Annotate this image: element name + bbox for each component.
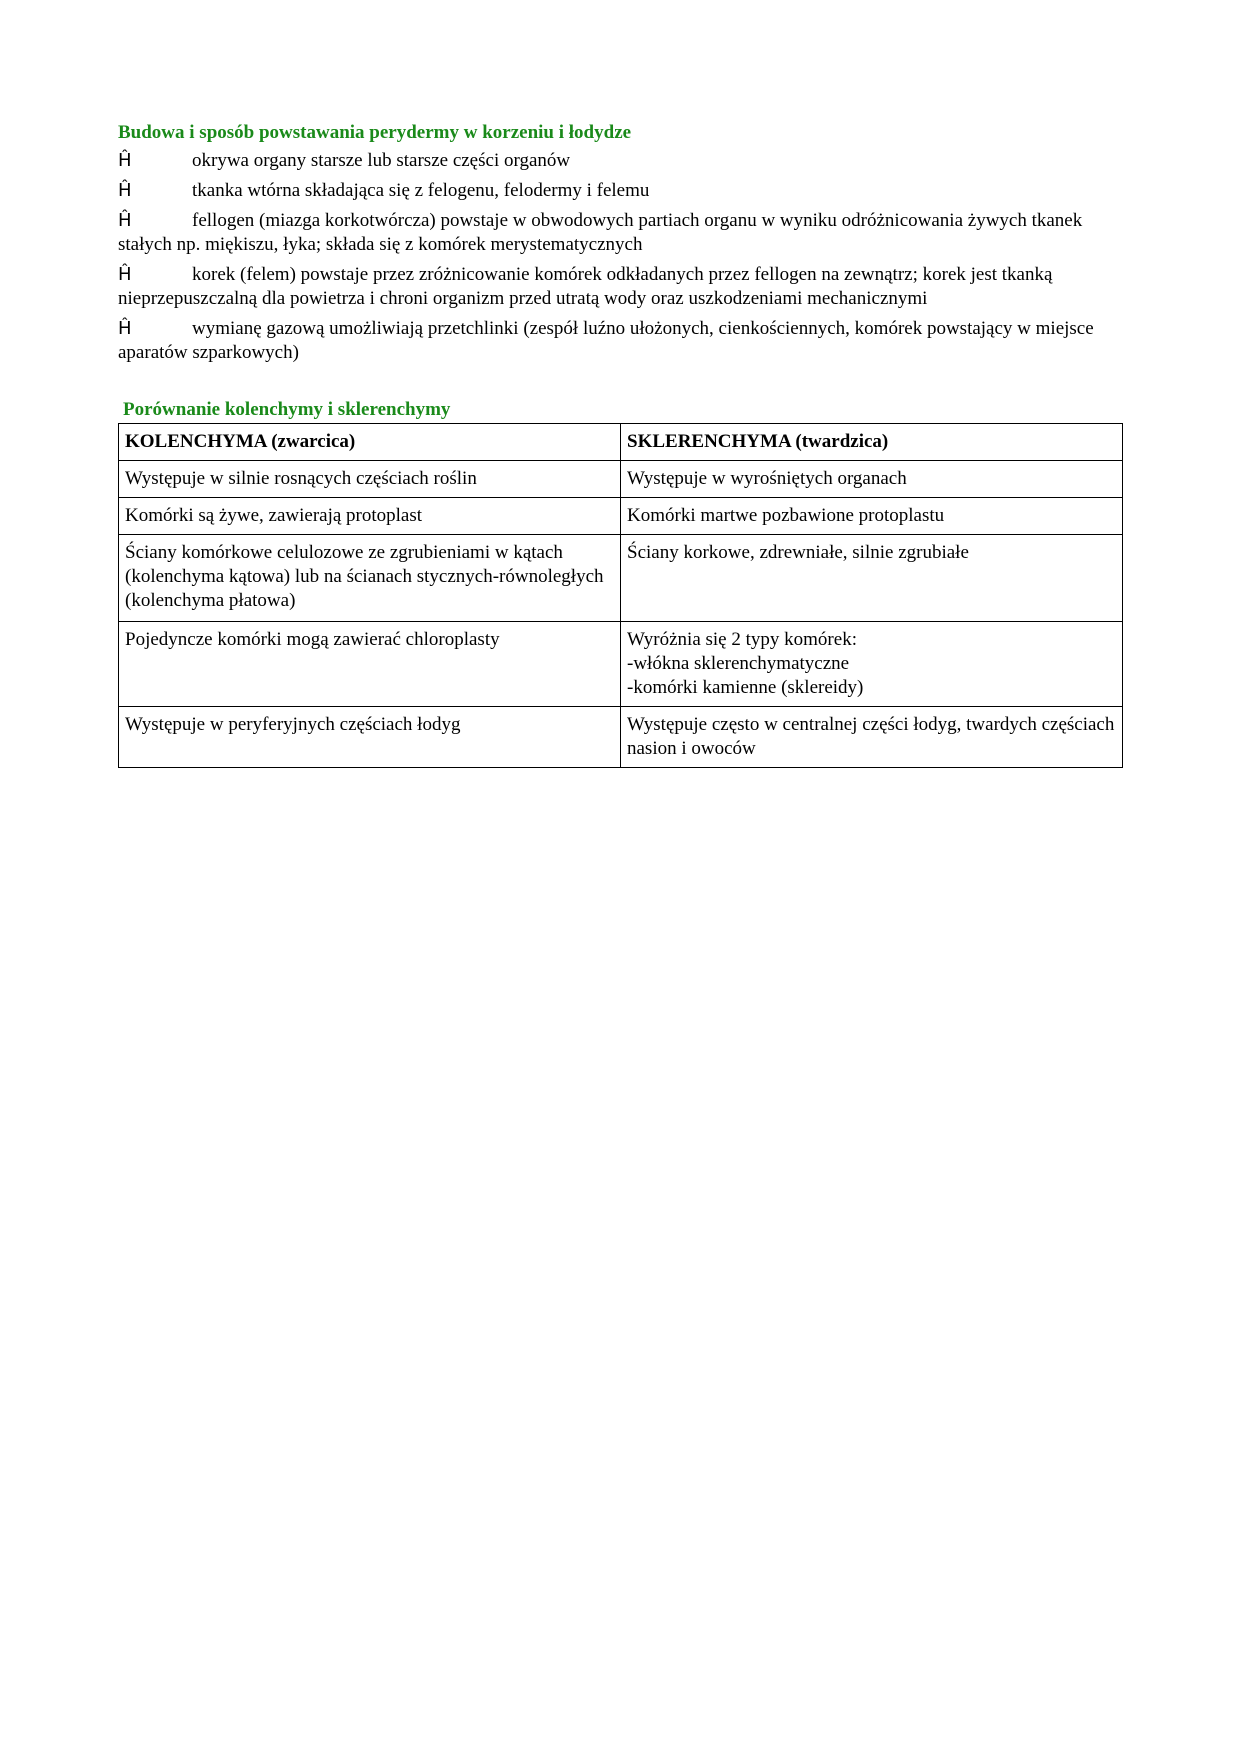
section-heading-comparison: Porównanie kolenchymy i sklerenchymy: [123, 399, 451, 420]
header-cell-kolenchyma: KOLENCHYMA (zwarcica): [119, 424, 621, 461]
table-cell: Ściany komórkowe celulozowe ze zgrubieniami w kątach (kolenchyma kątowa) lub na ścianach stycznych-równoległych (kolenchyma płatowa): [119, 535, 621, 622]
table-cell: Komórki są żywe, zawierają protoplast: [119, 498, 621, 535]
peryderma-bullet-list: [118, 149, 1122, 365]
list-item-text: tkanka wtórna składająca się z felogenu, felodermy i felemu: [192, 180, 650, 201]
table-cell: Wyróżnia się 2 typy komórek: -włókna sklerenchymatyczne -komórki kamienne (sklereidy): [621, 622, 1123, 707]
table-row: [119, 535, 1123, 622]
list-item-text: fellogen (miazga korkotwórcza) powstaje w obwodowych partiach organu w wyniku odróżnicowania żywych tkanek stałych np. miękiszu, łyka; składa się z komórek merystematycznych: [118, 210, 1083, 255]
bullet-glyph-icon: Ĥ: [118, 180, 132, 201]
header-cell-sklerenchyma: SKLERENCHYMA (twardzica): [621, 424, 1123, 461]
table-row: [119, 461, 1123, 498]
table-row: [119, 622, 1123, 707]
bullet-glyph-icon: Ĥ: [118, 318, 132, 339]
table-row: [119, 498, 1123, 535]
table-cell: Występuje w wyrośniętych organach: [621, 461, 1123, 498]
list-item-text: okrywa organy starsze lub starsze części organów: [192, 150, 571, 171]
document-page: [118, 120, 1122, 768]
list-item-text: korek (felem) powstaje przez zróżnicowanie komórek odkładanych przez fellogen na zewnątrz; korek jest tkanką nieprzepuszczalną dla powietrza i chroni organizm przed utratą wody oraz uszkodzeniami mechanicznymi: [118, 264, 1053, 309]
table-row: [119, 707, 1123, 768]
list-item: [118, 179, 1122, 203]
table-cell: Występuje w peryferyjnych częściach łodyg: [119, 707, 621, 768]
list-item-text: wymianę gazową umożliwiają przetchlinki (zespół luźno ułożonych, cienkościennych, komórek powstający w miejsce aparatów szparkowych): [118, 318, 1094, 363]
bullet-glyph-icon: Ĥ: [118, 264, 132, 285]
section-heading-peryderma: Budowa i sposób powstawania perydermy w korzeniu i łodydze: [118, 122, 632, 143]
list-item: [118, 209, 1122, 257]
table-header-row: [119, 424, 1123, 461]
list-item: [118, 317, 1122, 365]
table-cell: Występuje w silnie rosnących częściach roślin: [119, 461, 621, 498]
comparison-table: [118, 423, 1123, 768]
list-item: [118, 149, 1122, 173]
table-cell: Pojedyncze komórki mogą zawierać chloroplasty: [119, 622, 621, 707]
table-cell: Ściany korkowe, zdrewniałe, silnie zgrubiałe: [621, 535, 1123, 622]
bullet-glyph-icon: Ĥ: [118, 210, 132, 231]
list-item: [118, 263, 1122, 311]
bullet-glyph-icon: Ĥ: [118, 150, 132, 171]
table-cell: Komórki martwe pozbawione protoplastu: [621, 498, 1123, 535]
table-cell: Występuje często w centralnej części łodyg, twardych częściach nasion i owoców: [621, 707, 1123, 768]
